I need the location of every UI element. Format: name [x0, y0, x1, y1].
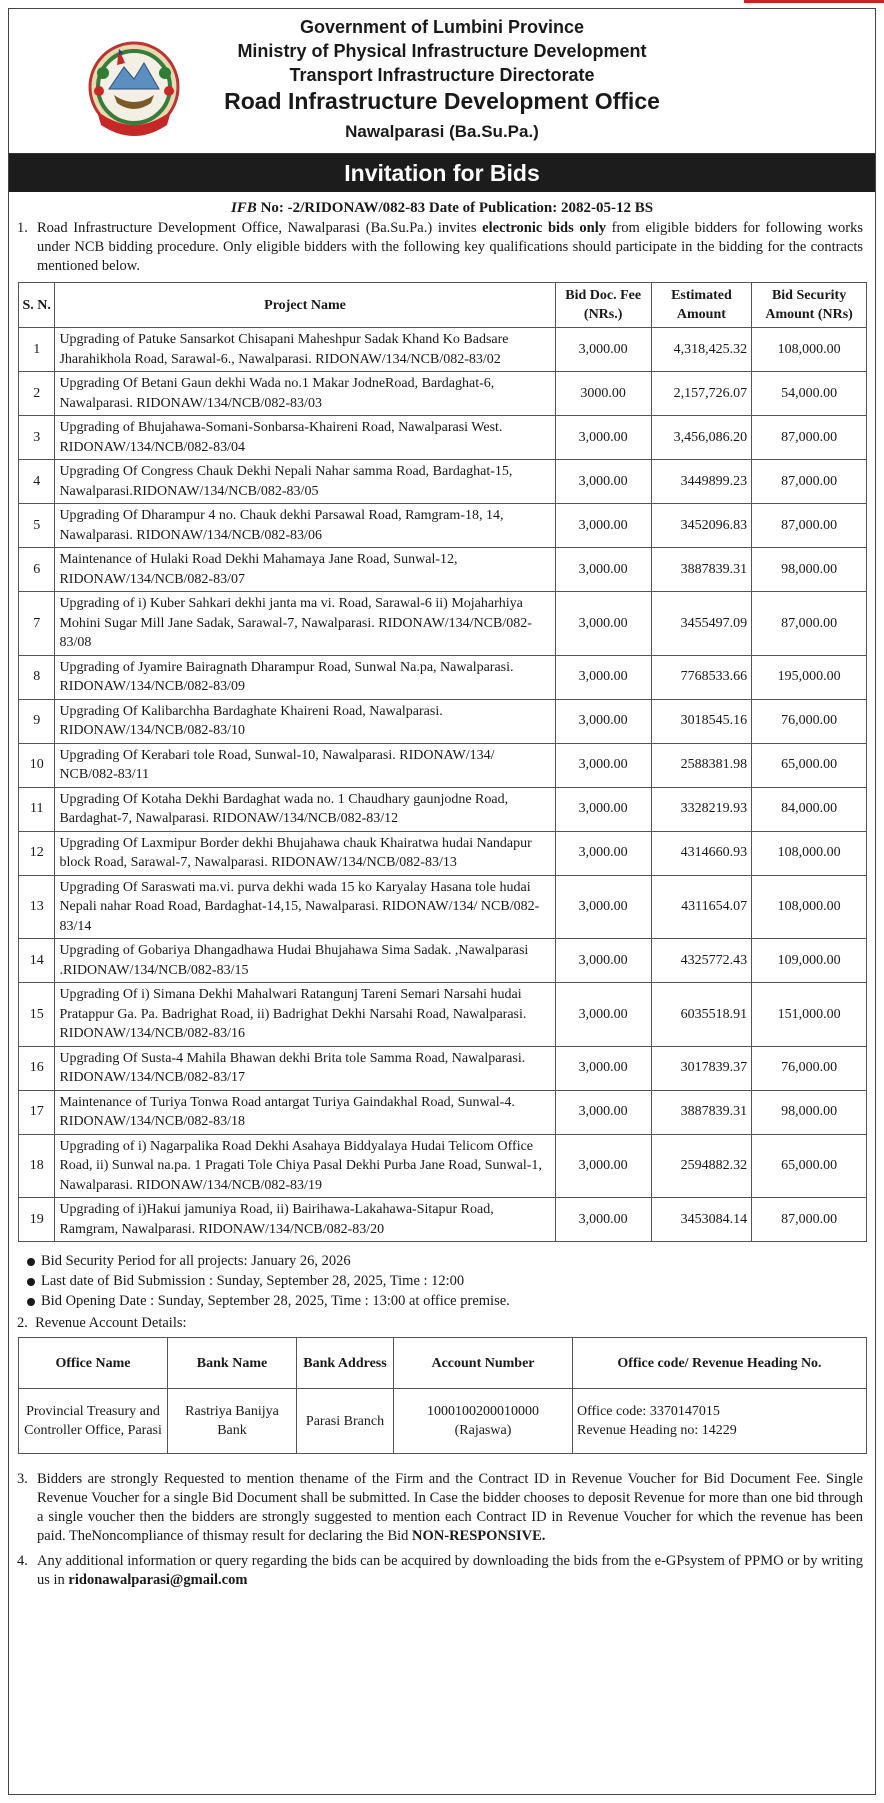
- row-estimate: 2,157,726.07: [651, 372, 751, 416]
- bids-table: [18, 282, 867, 1242]
- contact-paragraph: [9, 1552, 875, 1590]
- row-security: 151,000.00: [752, 983, 867, 1047]
- row-fee: 3,000.00: [555, 1046, 651, 1090]
- row-estimate: 7768533.66: [651, 655, 751, 699]
- row-security: 108,000.00: [752, 875, 867, 939]
- row-project: Upgrading Of Laxmipur Border dekhi Bhujahawa chauk Khairatwa hudai Nandapur block Road, Sarawal-7, Nawalparasi. RIDONAW/134/NCB/082-83/13: [55, 831, 555, 875]
- row-sn: 13: [19, 875, 55, 939]
- row-project: Upgrading Of i) Simana Dekhi Mahalwari Ratangunj Tareni Semari Narsahi hudai Pratappur Ga. Pa. Badrighat Road, ii) Badrighat Dekhi Narsahi Road, Nawalparasi. RIDONAW/134/NCB/082-83/16: [55, 983, 555, 1047]
- rev-bank: Rastriya Banijya Bank: [168, 1389, 297, 1454]
- rev-account-cell: [394, 1389, 573, 1454]
- ifb-label: IFB: [230, 200, 257, 216]
- row-project: Upgrading Of Dharampur 4 no. Chauk dekhi Parsawal Road, Ramgram-18, 14, Nawalparasi. RIDONAW/134/NCB/082-83/06: [55, 504, 555, 548]
- page-title: Invitation for Bids: [9, 154, 875, 192]
- row-estimate: 3887839.31: [651, 1090, 751, 1134]
- rev-office-code: Office code: 3370147015: [577, 1404, 720, 1419]
- row-estimate: 3017839.37: [651, 1046, 751, 1090]
- row-sn: 11: [19, 787, 55, 831]
- row-security: 65,000.00: [752, 1134, 867, 1198]
- ifb-text: No: -2/RIDONAW/082-83 Date of Publication: 2082-05-12 BS: [256, 200, 654, 216]
- para3-bold: NON-RESPONSIVE.: [412, 1528, 546, 1544]
- row-security: 84,000.00: [752, 787, 867, 831]
- table-row: [19, 460, 867, 504]
- row-estimate: 3453084.14: [651, 1198, 751, 1242]
- row-security: 87,000.00: [752, 504, 867, 548]
- row-security: 98,000.00: [752, 548, 867, 592]
- row-sn: 7: [19, 592, 55, 656]
- row-fee: 3,000.00: [555, 1198, 651, 1242]
- table-row: [19, 328, 867, 372]
- revenue-table: [18, 1337, 867, 1454]
- header-project: Project Name: [55, 283, 555, 328]
- row-security: 109,000.00: [752, 939, 867, 983]
- row-fee: 3,000.00: [555, 831, 651, 875]
- row-estimate: 3449899.23: [651, 460, 751, 504]
- table-row: [19, 504, 867, 548]
- row-estimate: 3887839.31: [651, 548, 751, 592]
- row-sn: 19: [19, 1198, 55, 1242]
- top-accent-bar: [744, 0, 884, 3]
- row-estimate: 4,318,425.32: [651, 328, 751, 372]
- header-estimate: Estimated Amount: [651, 283, 751, 328]
- row-sn: 4: [19, 460, 55, 504]
- row-sn: 5: [19, 504, 55, 548]
- row-project: Upgrading of Bhujahawa-Somani-Sonbarsa-Khaireni Road, Nawalparasi West. RIDONAW/134/NCB/082-83/04: [55, 416, 555, 460]
- row-sn: 1: [19, 328, 55, 372]
- row-sn: 17: [19, 1090, 55, 1134]
- table-row: [19, 1134, 867, 1198]
- table-row: [19, 655, 867, 699]
- row-project: Upgrading of Patuke Sansarkot Chisapani Maheshpur Sadak Khand Ko Badsare Jharahikhola Road, Sarawal-6., Nawalparasi. RIDONAW/134/NCB/082-83/02: [55, 328, 555, 372]
- voucher-paragraph: [9, 1470, 875, 1546]
- bullet-icon: [27, 1298, 35, 1306]
- row-fee: 3,000.00: [555, 743, 651, 787]
- key-dates-list: [9, 1251, 875, 1311]
- header-government: Government of Lumbini Province: [299, 17, 585, 37]
- notice-page: [8, 8, 876, 1795]
- row-fee: 3,000.00: [555, 787, 651, 831]
- row-fee: 3,000.00: [555, 939, 651, 983]
- row-fee: 3,000.00: [555, 416, 651, 460]
- header-directorate: Transport Infrastructure Directorate: [289, 65, 595, 85]
- revenue-heading: [9, 1313, 875, 1333]
- rev-header-office: Office Name: [19, 1338, 168, 1389]
- row-sn: 6: [19, 548, 55, 592]
- rev-header-address: Bank Address: [297, 1338, 394, 1389]
- para3-text: Bidders are strongly Requested to mention thename of the Firm and the Contract ID in Revenue Voucher for Bid Document Fee. Single Revenue Voucher for a single Bid Document shall be submitted. In Case the bidder chooses to deposit Revenue for more than one bid through a single voucher then the bidders are strongly suggested to mention each Contract ID in Revenue Voucher for which the revenue has been paid. TheNoncompliance of thismay result for declaring the Bid: [37, 1471, 863, 1544]
- revenue-title: Revenue Account Details:: [35, 1315, 187, 1331]
- ifb-line: [9, 197, 875, 219]
- row-sn: 14: [19, 939, 55, 983]
- contact-email[interactable]: ridonawalparasi@gmail.com: [68, 1572, 248, 1588]
- row-security: 108,000.00: [752, 831, 867, 875]
- table-row: [19, 983, 867, 1047]
- row-project: Maintenance of Hulaki Road Dekhi Mahamaya Jane Road, Sunwal-12, RIDONAW/134/NCB/082-83/07: [55, 548, 555, 592]
- row-security: 87,000.00: [752, 416, 867, 460]
- bullet-icon: [27, 1278, 35, 1286]
- intro-text-a: Road Infrastructure Development Office, Nawalparasi (Ba.Su.Pa.) invites: [37, 220, 483, 236]
- row-project: Upgrading of i) Kuber Sahkari dekhi janta ma vi. Road, Sarawal-6 ii) Mojaharhiya Mohini Sugar Mill Jane Sadak, Sarawal-7, Nawalparasi. RIDONAW/134/NCB/082-83/08: [55, 592, 555, 656]
- row-estimate: 4314660.93: [651, 831, 751, 875]
- list-item: Bid Security Period for all projects: January 26, 2026: [19, 1251, 875, 1271]
- row-project: Upgrading of i)Hakui jamuniya Road, ii) Bairihawa-Lakahawa-Sitapur Road, Ramgram, Nawalparasi. RIDONAW/134/NCB/082-83/20: [55, 1198, 555, 1242]
- rev-heading-no: Revenue Heading no: 14229: [577, 1423, 737, 1438]
- row-fee: 3,000.00: [555, 1134, 651, 1198]
- bullet-icon: [27, 1258, 35, 1266]
- row-sn: 3: [19, 416, 55, 460]
- header-ministry: Ministry of Physical Infrastructure Development: [237, 41, 647, 61]
- row-project: Upgrading Of Kerabari tole Road, Sunwal-10, Nawalparasi. RIDONAW/134/ NCB/082-83/11: [55, 743, 555, 787]
- row-sn: 8: [19, 655, 55, 699]
- row-security: 108,000.00: [752, 328, 867, 372]
- rev-header-bank: Bank Name: [168, 1338, 297, 1389]
- row-estimate: 2588381.98: [651, 743, 751, 787]
- row-fee: 3,000.00: [555, 328, 651, 372]
- row-project: Upgrading Of Betani Gaun dekhi Wada no.1 Makar JodneRoad, Bardaghat-6, Nawalparasi. RIDONAW/134/NCB/082-83/03: [55, 372, 555, 416]
- table-row: [19, 699, 867, 743]
- intro-bold: electronic bids only: [482, 220, 606, 236]
- header-office: Road Infrastructure Development Office: [224, 88, 660, 114]
- row-fee: 3,000.00: [555, 460, 651, 504]
- row-estimate: 3455497.09: [651, 592, 751, 656]
- row-project: Upgrading of i) Nagarpalika Road Dekhi Asahaya Biddyalaya Hudai Telicom Office Road, ii) Sunwal na.pa. 1 Pragati Tole Chiya Pasal Dekhi Purba Jane Road, Sunwal-1, Nawalparasi. RIDONAW/134/NCB/082-83/19: [55, 1134, 555, 1198]
- row-security: 87,000.00: [752, 460, 867, 504]
- row-sn: 18: [19, 1134, 55, 1198]
- row-estimate: 4325772.43: [651, 939, 751, 983]
- row-sn: 10: [19, 743, 55, 787]
- table-row: [19, 592, 867, 656]
- rev-code-cell: [573, 1389, 867, 1454]
- row-fee: 3,000.00: [555, 504, 651, 548]
- table-row: [19, 1090, 867, 1134]
- rev-header-account: Account Number: [394, 1338, 573, 1389]
- row-security: 76,000.00: [752, 1046, 867, 1090]
- row-project: Upgrading Of Susta-4 Mahila Bhawan dekhi Brita tole Samma Road, Nawalparasi. RIDONAW/134/NCB/082-83/17: [55, 1046, 555, 1090]
- row-security: 87,000.00: [752, 1198, 867, 1242]
- row-project: Upgrading Of Kotaha Dekhi Bardaghat wada no. 1 Chaudhary gaunjodne Road, Bardaghat-7, Nawalparasi. RIDONAW/134/NCB/082-83/12: [55, 787, 555, 831]
- row-sn: 9: [19, 699, 55, 743]
- row-fee: 3,000.00: [555, 983, 651, 1047]
- row-fee: 3,000.00: [555, 1090, 651, 1134]
- row-project: Upgrading Of Saraswati ma.vi. purva dekhi wada 15 ko Karyalay Hasana tole hudai Nepali nahar Road Road, Bardaghat-14,15, Nawalparasi. RIDONAW/134/ NCB/082-83/14: [55, 875, 555, 939]
- para4-number: 4.: [17, 1553, 28, 1569]
- row-estimate: 2594882.32: [651, 1134, 751, 1198]
- table-row: [19, 831, 867, 875]
- row-project: Maintenance of Turiya Tonwa Road antargat Turiya Gaindakhal Road, Sunwal-4. RIDONAW/134/NCB/082-83/18: [55, 1090, 555, 1134]
- rev-header-code: Office code/ Revenue Heading No.: [573, 1338, 867, 1389]
- row-sn: 16: [19, 1046, 55, 1090]
- table-row: [19, 1046, 867, 1090]
- row-estimate: 4311654.07: [651, 875, 751, 939]
- row-security: 195,000.00: [752, 655, 867, 699]
- table-row: [19, 416, 867, 460]
- row-security: 65,000.00: [752, 743, 867, 787]
- row-security: 98,000.00: [752, 1090, 867, 1134]
- row-project: Upgrading of Jyamire Bairagnath Dharampur Road, Sunwal Na.pa, Nawalparasi. RIDONAW/134/NCB/082-83/09: [55, 655, 555, 699]
- row-project: Upgrading Of Congress Chauk Dekhi Nepali Nahar samma Road, Bardaghat-15, Nawalparasi.RIDONAW/134/NCB/082-83/05: [55, 460, 555, 504]
- table-row: [19, 1198, 867, 1242]
- row-security: 87,000.00: [752, 592, 867, 656]
- revenue-number: 2.: [17, 1315, 28, 1331]
- row-estimate: 3,456,086.20: [651, 416, 751, 460]
- header-sn: S. N.: [19, 283, 55, 328]
- table-row: [19, 548, 867, 592]
- rev-account-sub: (Rajaswa): [454, 1423, 512, 1438]
- row-sn: 15: [19, 983, 55, 1047]
- para3-number: 3.: [17, 1471, 28, 1487]
- row-fee: 3,000.00: [555, 875, 651, 939]
- intro-text-b: from eligible bidders for following works under NCB bidding procedure. Only eligible bidders with the following key qualifications should participate in the bidding for the contracts mentioned below.: [37, 220, 864, 274]
- row-estimate: 3452096.83: [651, 504, 751, 548]
- row-fee: 3,000.00: [555, 592, 651, 656]
- header-security: Bid Security Amount (NRs): [752, 283, 867, 328]
- row-estimate: 3018545.16: [651, 699, 751, 743]
- header-fee: Bid Doc. Fee (NRs.): [555, 283, 651, 328]
- row-project: Upgrading of Gobariya Dhangadhawa Hudai Bhujahawa Sima Sadak. ,Nawalparasi .RIDONAW/134/NCB/082-83/15: [55, 939, 555, 983]
- row-fee: 3,000.00: [555, 655, 651, 699]
- list-item: Last date of Bid Submission : Sunday, September 28, 2025, Time : 12:00: [19, 1271, 875, 1291]
- table-row: [19, 743, 867, 787]
- table-row: [19, 787, 867, 831]
- row-estimate: 3328219.93: [651, 787, 751, 831]
- row-estimate: 6035518.91: [651, 983, 751, 1047]
- row-security: 76,000.00: [752, 699, 867, 743]
- header-location: Nawalparasi (Ba.Su.Pa.): [345, 122, 539, 141]
- row-fee: 3000.00: [555, 372, 651, 416]
- table-row: [19, 1389, 867, 1454]
- rev-office: Provincial Treasury and Controller Office, Parasi: [19, 1389, 168, 1454]
- bids-table-header: [19, 283, 867, 328]
- row-fee: 3,000.00: [555, 699, 651, 743]
- list-item: Bid Opening Date : Sunday, September 28, 2025, Time : 13:00 at office premise.: [19, 1291, 875, 1311]
- rev-account: 1000100200010000: [427, 1404, 539, 1419]
- revenue-table-header: [19, 1338, 867, 1389]
- row-security: 54,000.00: [752, 372, 867, 416]
- row-sn: 12: [19, 831, 55, 875]
- intro-number: 1.: [17, 220, 28, 236]
- para4-text: Any additional information or query regarding the bids can be acquired by downloading the bids from the e-GPsystem of PPMO or by writing us in: [37, 1553, 863, 1588]
- intro-paragraph: [9, 219, 875, 276]
- row-sn: 2: [19, 372, 55, 416]
- table-row: [19, 372, 867, 416]
- table-row: [19, 875, 867, 939]
- row-fee: 3,000.00: [555, 548, 651, 592]
- header: [9, 9, 875, 154]
- row-project: Upgrading Of Kalibarchha Bardaghate Khaireni Road, Nawalparasi. RIDONAW/134/NCB/082-83/10: [55, 699, 555, 743]
- rev-address: Parasi Branch: [297, 1389, 394, 1454]
- table-row: [19, 939, 867, 983]
